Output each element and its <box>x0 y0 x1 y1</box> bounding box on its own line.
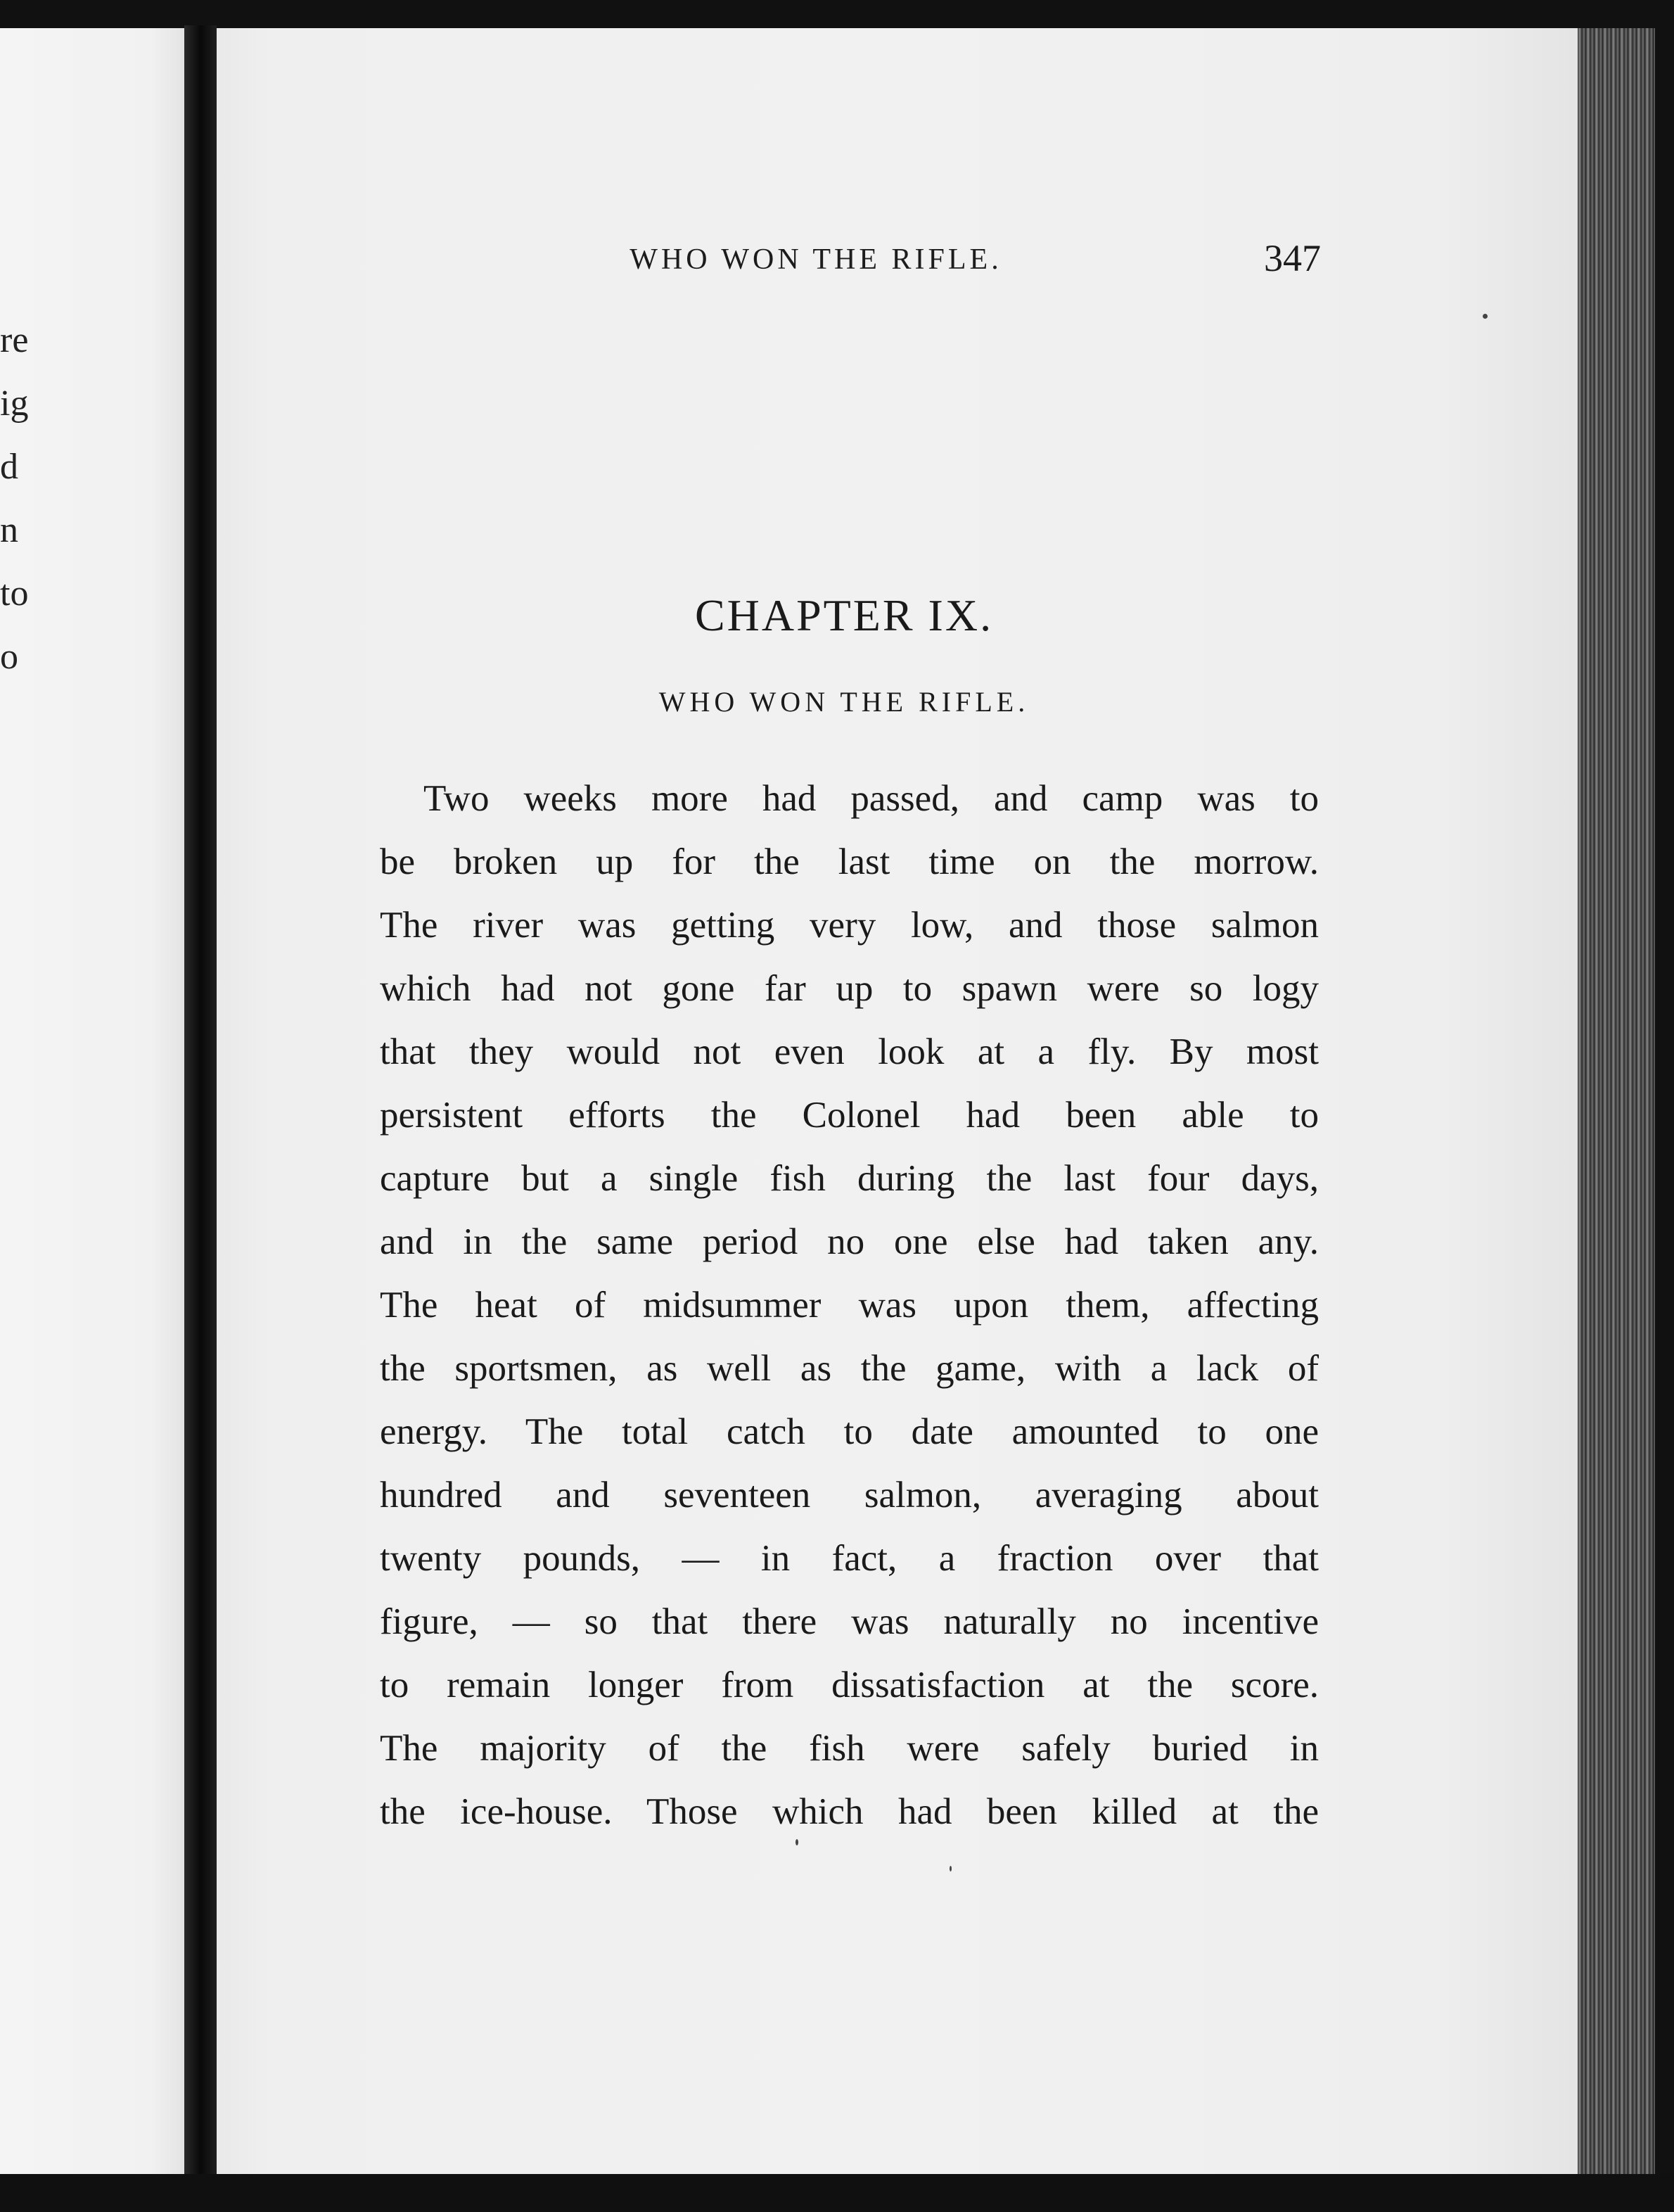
scan-speck <box>950 1866 952 1871</box>
chapter-title: CHAPTER IX. <box>694 590 994 640</box>
left-page-text-fragment: re <box>0 320 29 360</box>
left-page-text-fragment: d <box>0 447 18 487</box>
scan-border-right <box>1655 28 1674 2212</box>
left-page-text-fragment: n <box>0 510 18 550</box>
text-line: the sportsmen, as well as the game, with a lack of <box>380 1348 1319 1389</box>
scan-border-top <box>0 0 1674 28</box>
left-page-text-fragment: o <box>0 637 18 677</box>
scan-border-bottom <box>0 2174 1674 2212</box>
left-page-text-fragment: ig <box>0 383 29 424</box>
body-text <box>380 767 1319 1843</box>
text-line: and in the same period no one else had taken any. <box>380 1221 1319 1262</box>
text-line: The majority of the fish were safely buried in <box>380 1728 1319 1769</box>
text-line: be broken up for the last time on the morrow. <box>380 841 1319 882</box>
text-line: figure, — so that there was naturally no incentive <box>380 1601 1319 1642</box>
text-line: hundred and seventeen salmon, averaging about <box>380 1475 1319 1515</box>
text-line: that they would not even look at a fly. By most <box>380 1031 1319 1072</box>
text-line: capture but a single fish during the last four days, <box>380 1158 1319 1199</box>
text-line: which had not gone far up to spawn were so logy <box>380 968 1319 1009</box>
page-number: 347 <box>1264 237 1321 279</box>
scan-speck <box>796 1839 798 1845</box>
text-line: Two weeks more had passed, and camp was to <box>423 778 1319 819</box>
text-line: energy. The total catch to date amounted to one <box>380 1411 1319 1452</box>
text-line: The heat of midsummer was upon them, affecting <box>380 1285 1319 1326</box>
text-line: the ice-house. Those which had been killed at the <box>380 1791 1319 1832</box>
running-head: WHO WON THE RIFLE. <box>630 243 1002 276</box>
text-line: persistent efforts the Colonel had been able to <box>380 1095 1319 1136</box>
text-line: to remain longer from dissatisfaction at the score. <box>380 1665 1319 1705</box>
scan-speck <box>1483 314 1488 319</box>
page-edge-stack <box>1578 28 1655 2181</box>
text-line: The river was getting very low, and those salmon <box>380 905 1319 946</box>
left-page-fragment <box>0 28 189 2174</box>
left-page-text-fragment: to <box>0 573 29 614</box>
chapter-subtitle: WHO WON THE RIFLE. <box>658 686 1030 718</box>
text-line: twenty pounds, — in fact, a fraction over that <box>380 1538 1319 1579</box>
book-gutter <box>184 25 217 2185</box>
